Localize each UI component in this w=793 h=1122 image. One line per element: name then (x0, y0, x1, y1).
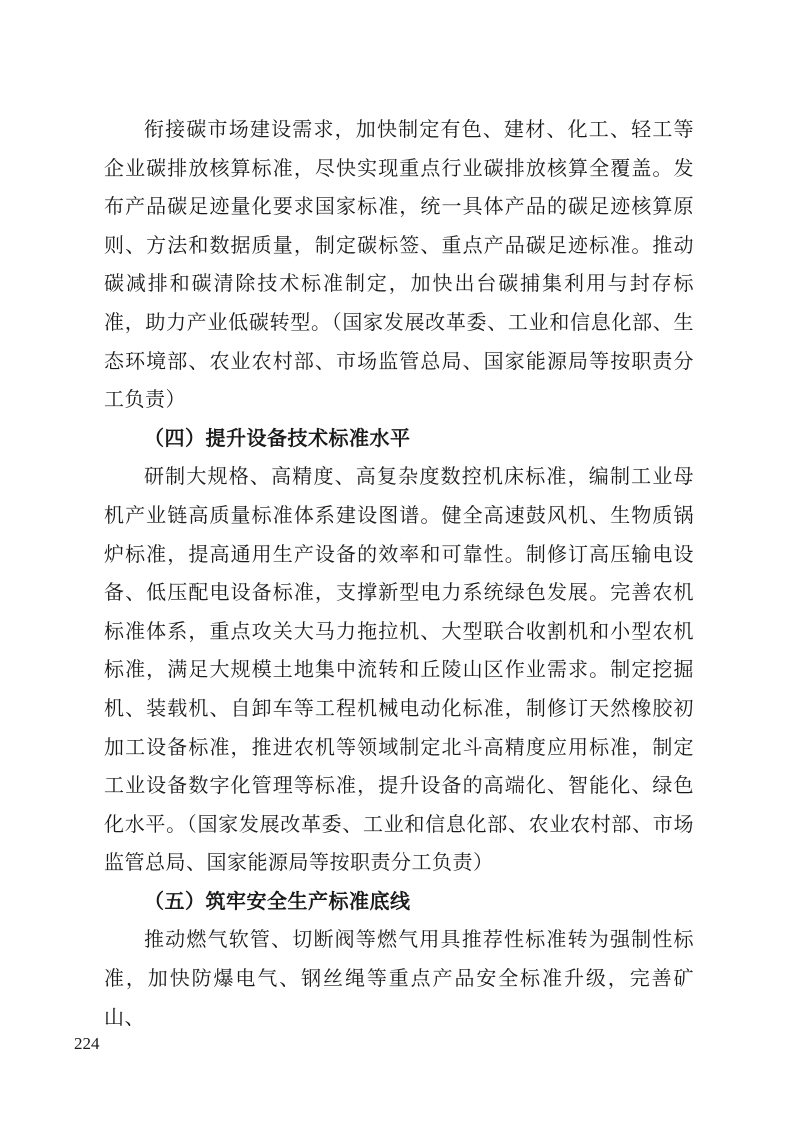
paragraph-carbon-market: 衔接碳市场建设需求，加快制定有色、建材、化工、轻工等企业碳排放核算标准，尽快实现重点行业碳排放核算全覆盖。发布产品碳足迹量化要求国家标准，统一具体产品的碳足迹核算原则、方法和数据质量，制定碳标签、重点产品碳足迹标准。推动碳减排和碳清除技术标准制定，加快出台碳捕集利用与封存标准，助力产业低碳转型。（国家发展改革委、工业和信息化部、生态环境部、农业农村部、市场监管总局、国家能源局等按职责分工负责） (104, 117, 694, 412)
section-heading-equipment-standards: （四）提升设备技术标准水平 (144, 425, 411, 450)
page-content (104, 110, 694, 1036)
page-number: 224 (74, 1034, 100, 1053)
paragraph-safety-standards: 推动燃气软管、切断阀等燃气用具推荐性标准转为强制性标准，加快防爆电气、钢丝绳等重点产品安全标准升级，完善矿山、 (104, 927, 694, 1029)
section-heading-safety-standards: （五）筑牢安全生产标准底线 (144, 888, 411, 913)
paragraph-equipment-standards: 研制大规格、高精度、高复杂度数控机床标准，编制工业母机产业链高质量标准体系建设图谱。健全高速鼓风机、生物质锅炉标准，提高通用生产设备的效率和可靠性。制修订高压输电设备、低压配电设备标准，支撑新型电力系统绿色发展。完善农机标准体系，重点攻关大马力拖拉机、大型联合收割机和小型农机标准，满足大规模土地集中流转和丘陵山区作业需求。制定挖掘机、装载机、自卸车等工程机械电动化标准，制修订天然橡胶初加工设备标准，推进农机等领域制定北斗高精度应用标准，制定工业设备数字化管理等标准，提升设备的高端化、智能化、绿色化水平。（国家发展改革委、工业和信息化部、农业农村部、市场监管总局、国家能源局等按职责分工负责） (104, 464, 694, 875)
